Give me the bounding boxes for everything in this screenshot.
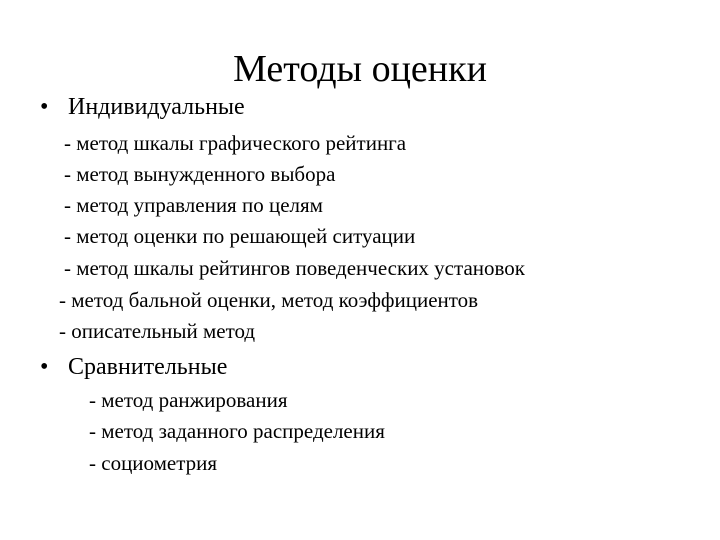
bullet-icon: •	[40, 94, 49, 120]
slide-title: Методы оценки	[233, 48, 487, 90]
list-item: - метод вынужденного выбора	[64, 162, 336, 186]
bullet-label: Сравнительные	[68, 354, 228, 380]
list-item: - описательный метод	[59, 319, 256, 343]
list-item: - метод бальной оценки, метод коэффициентов	[59, 288, 479, 312]
list-item: - метод управления по целям	[64, 193, 323, 217]
list-item: - социометрия	[89, 451, 218, 475]
list-item: - метод ранжирования	[89, 388, 288, 412]
bullet-label: Индивидуальные	[68, 94, 245, 120]
list-item: - метод шкалы графического рейтинга	[64, 131, 407, 155]
bullet-individual	[40, 93, 245, 121]
list-item: - метод шкалы рейтингов поведенческих установок	[64, 256, 525, 280]
bullet-comparative	[40, 353, 227, 381]
list-item: - метод оценки по решающей ситуации	[64, 224, 416, 248]
bullet-icon: •	[40, 354, 49, 380]
list-item: - метод заданного распределения	[89, 419, 385, 443]
